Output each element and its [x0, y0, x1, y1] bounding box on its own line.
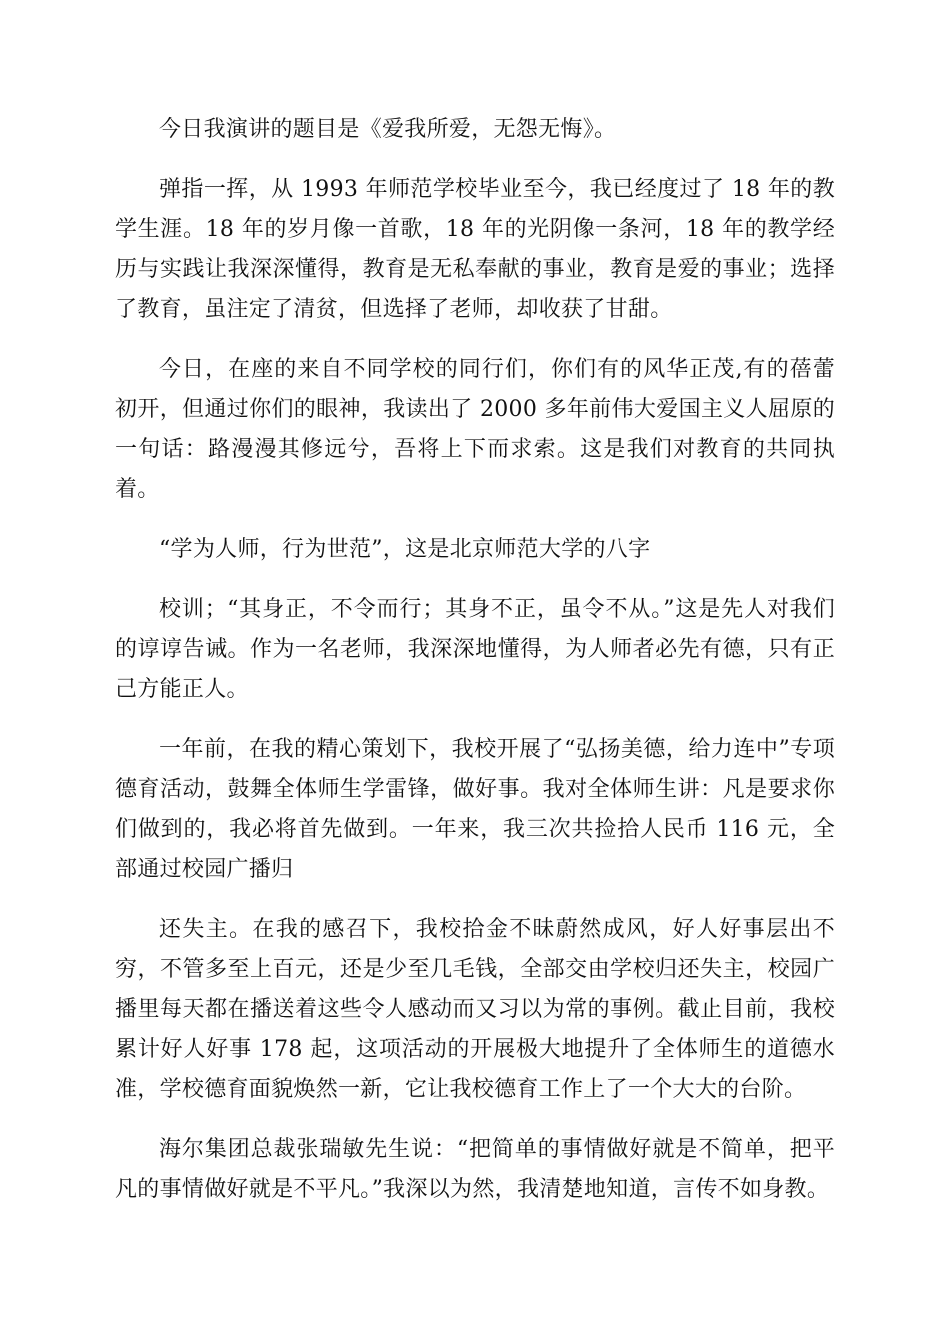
paragraph-8: 海尔集团总裁张瑞敏先生说：“把简单的事情做好就是不简单，把平凡的事情做好就是不平凡。”我深以为然，我清楚地知道，言传不如身教。: [115, 1137, 835, 1202]
paragraph-1: 今日我演讲的题目是《爱我所爱，无怨无悔》。: [159, 117, 617, 142]
paragraph-4: “学为人师，行为世范”，这是北京师范大学的八字: [159, 537, 651, 562]
paragraph-2: 弹指一挥，从 1993 年师范学校毕业至今，我已经度过了 18 年的教学生涯。18 年的岁月像一首歌，18 年的光阴像一条河，18 年的教学经历与实践让我深深懂得，教育是无私奉献的事业，教育是爱的事业；选择了教育，虽注定了清贫，但选择了老师，却收获了甘甜。: [115, 177, 835, 322]
document-body: [115, 110, 835, 1230]
paragraph-6: 一年前，在我的精心策划下，我校开展了“弘扬美德，给力连中”专项德育活动，鼓舞全体师生学雷锋，做好事。我对全体师生讲：凡是要求你们做到的，我必将首先做到。一年来，我三次共捡拾人民币 116 元，全部通过校园广播归: [115, 737, 835, 882]
paragraph-7: 还失主。在我的感召下，我校拾金不昧蔚然成风，好人好事层出不穷，不管多至上百元，还是少至几毛钱，全部交由学校归还失主，校园广播里每天都在播送着这些令人感动而又习以为常的事例。截止目前，我校累计好人好事 178 起，这项活动的开展极大地提升了全体师生的道德水准，学校德育面貌焕然一新，它让我校德育工作上了一个大大的台阶。: [115, 917, 835, 1102]
paragraph-5: 校训；“其身正，不令而行；其身不正，虽令不从。”这是先人对我们的谆谆告诫。作为一名老师，我深深地懂得，为人师者必先有德，只有正己方能正人。: [115, 597, 835, 702]
paragraph-3: 今日，在座的来自不同学校的同行们，你们有的风华正茂,有的蓓蕾初开，但通过你们的眼神，我读出了 2000 多年前伟大爱国主义人屈原的一句话：路漫漫其修远兮，吾将上下而求索。这是我们对教育的共同执着。: [115, 357, 835, 502]
